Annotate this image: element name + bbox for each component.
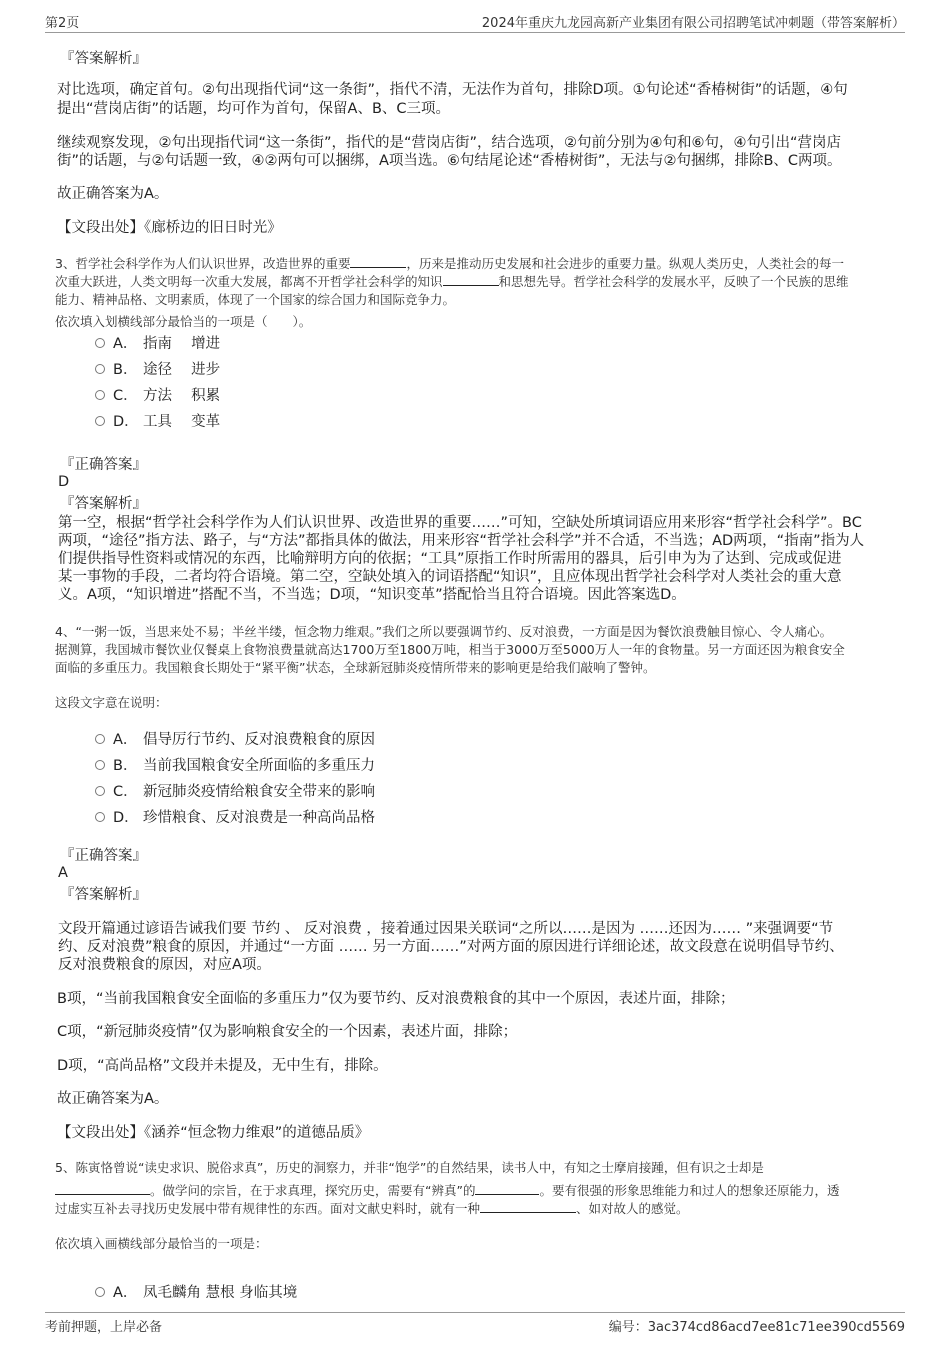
radio-icon[interactable] xyxy=(95,734,105,744)
q4-analysis-title: 『答案解析』 xyxy=(60,887,147,903)
option-key: B． xyxy=(113,362,138,378)
q3-stem-2b: 和思想先导。哲学社会科学的发展水平，反映了一个民族的思维 xyxy=(498,274,849,289)
q5-stem-3a: 过虚实互补去寻找历史发展中带有规律性的东西。面对文献史料时，就有一种 xyxy=(55,1201,481,1216)
q3-ask: 依次填入划横线部分最恰当的一项是（ ）。 xyxy=(55,314,312,329)
q3-stem-1b: ，历来是推动历史发展和社会进步的重要力量。纵观人类历史，人类社会的每一 xyxy=(406,256,844,271)
option-key: C． xyxy=(113,388,138,404)
q5-option-a[interactable] xyxy=(95,1283,297,1303)
q3-option-d[interactable] xyxy=(95,412,220,432)
q5-stem-2b: 。要有很强的形象思维能力和过人的想象还原能力，透 xyxy=(539,1183,840,1198)
q3-answer: D xyxy=(58,474,70,490)
q5-blank-1 xyxy=(55,1182,150,1195)
option-key: A． xyxy=(113,336,138,352)
q5-blank-3 xyxy=(480,1200,576,1213)
q3-answer-title: 『正确答案』 xyxy=(60,457,147,473)
q4-option-b[interactable] xyxy=(95,756,375,776)
q4-option-d[interactable] xyxy=(95,808,375,828)
q4-stem-line: 面临的多重压力。我国粮食长期处于“紧平衡”状态，全球新冠肺炎疫情所带来的影响更是给我们敲响了警钟。 xyxy=(55,660,656,675)
q4-answer-title: 『正确答案』 xyxy=(60,848,147,864)
q2-source: 【文段出处】《廊桥边的旧日时光》 xyxy=(57,220,282,236)
radio-icon[interactable] xyxy=(95,812,105,822)
q3-analysis-line: 义。A项，“知识增进”搭配不当，不当选；D项，“知识变革”搭配恰当且符合语境。因此答案选D。 xyxy=(58,587,686,603)
q3-option-c[interactable] xyxy=(95,386,220,406)
q3-option-a[interactable] xyxy=(95,334,220,354)
q2-analysis-p1a: 对比选项，确定首句。②句出现指代词“这一条街”，指代不清，无法作为首句，排除D项。①句论述“香椿树街”的话题，④句 xyxy=(57,82,848,98)
q4-ask: 这段文字意在说明： xyxy=(55,695,168,710)
radio-icon[interactable] xyxy=(95,760,105,770)
document-title: 2024年重庆九龙园高新产业集团有限公司招聘笔试冲刺题（带答案解析） xyxy=(481,16,905,31)
option-key: B． xyxy=(113,758,138,774)
q5-stem-2a: 。做学问的宗旨，在于求真理，探究历史，需要有“辨真”的 xyxy=(150,1183,476,1198)
q3-analysis-title: 『答案解析』 xyxy=(60,496,147,512)
q3-stem-2a: 次重大跃进，人类文明每一次重大发展，都离不开哲学社会科学的知识 xyxy=(55,274,443,289)
option-key: C． xyxy=(113,784,138,800)
q3-blank-1 xyxy=(350,255,406,268)
page-footer xyxy=(45,1312,905,1335)
q3-stem-line3: 能力、精神品格、文明素质，体现了一个国家的综合国力和国际竞争力。 xyxy=(55,292,456,307)
q4-answer: A xyxy=(58,865,68,881)
q5-blank-2 xyxy=(475,1182,539,1195)
q4-stem-line: 据测算，我国城市餐饮业仅餐桌上食物浪费量就高达1700万至1800万吨，相当于3000万至5000万人一年的食物量。另一方面还因为粮食安全 xyxy=(55,642,845,657)
page-number: 第2页 xyxy=(45,16,80,31)
q3-stem-line2 xyxy=(55,273,849,291)
document-code: 编号：3ac374cd86acd7ee81c71ee390cd5569 xyxy=(608,1320,905,1335)
option-key: D． xyxy=(113,810,139,826)
option-text: 方法 积累 xyxy=(143,388,221,404)
option-text: 途径 进步 xyxy=(143,362,221,378)
q3-option-b[interactable] xyxy=(95,360,220,380)
q2-analysis-p1b: 提出“营岗店街”的话题，均可作为首句，保留A、B、C三项。 xyxy=(57,101,451,117)
q4-conclusion: 故正确答案为A。 xyxy=(57,1091,169,1107)
q3-stem-line1 xyxy=(55,255,844,273)
q2-conclusion: 故正确答案为A。 xyxy=(57,186,169,202)
q3-blank-2 xyxy=(443,273,499,286)
q2-analysis-p2b: 街”的话题，与②句话题一致，④②两句可以捆绑，A项当选。⑥句结尾论述“香椿树街”，无法与②句捆绑，排除B、C两项。 xyxy=(57,153,842,169)
radio-icon[interactable] xyxy=(95,338,105,348)
option-text: 倡导厉行节约、反对浪费粮食的原因 xyxy=(143,732,375,748)
q2-analysis-p2a: 继续观察发现，②句出现指代词“这一条街”，指代的是“营岗店街”，结合选项，②句前分别为④句和⑥句，④句引出“营岗店 xyxy=(57,135,842,151)
page-header xyxy=(45,12,905,33)
q3-analysis-line: 某一事物的手段，二者均符合语境。第二空，空缺处填入的词语搭配“知识”，且应体现出哲学社会科学对人类社会的重大意 xyxy=(58,569,842,585)
q3-stem-1a: 3、哲学社会科学作为人们认识世界，改造世界的重要 xyxy=(55,256,351,271)
q5-stem-line1: 5、陈寅恪曾说“读史求识、脱俗求真”，历史的洞察力，并非“饱学”的自然结果，读书人中，有知之士摩肩接踵，但有识之士却是 xyxy=(55,1160,764,1175)
q4-analysis-line: 反对浪费粮食的原因，对应A项。 xyxy=(58,957,271,973)
option-text: 当前我国粮食安全所面临的多重压力 xyxy=(143,758,375,774)
q5-stem-line2 xyxy=(55,1182,839,1200)
radio-icon[interactable] xyxy=(95,786,105,796)
q4-analysis-b: B项，“当前我国粮食安全面临的多重压力”仅为要节约、反对浪费粮食的其中一个原因，表述片面，排除； xyxy=(57,991,735,1007)
q4-source: 【文段出处】《涵养“恒念物力维艰”的道德品质》 xyxy=(57,1125,370,1141)
q4-stem-line: 4、“一粥一饭，当思来处不易；半丝半缕，恒念物力维艰。”我们之所以要强调节约、反对浪费，一方面是因为餐饮浪费触目惊心、令人痛心。 xyxy=(55,624,833,639)
option-text: 珍惜粮食、反对浪费是一种高尚品格 xyxy=(143,810,375,826)
q4-analysis-line: 约、反对浪费”粮食的原因，并通过“一方面 …… 另一方面……”对两方面的原因进行详细论述，故文段意在说明倡导节约、 xyxy=(58,939,844,955)
radio-icon[interactable] xyxy=(95,416,105,426)
q5-stem-3b: 、如对故人的感觉。 xyxy=(576,1201,689,1216)
radio-icon[interactable] xyxy=(95,1287,105,1297)
q3-analysis-line: 第一空，根据“哲学社会科学作为人们认识世界、改造世界的重要……”可知，空缺处所填词语应用来形容“哲学社会科学”。BC xyxy=(58,515,862,531)
q3-analysis-line: 们提供指导性资料或情况的东西，比喻辩明方向的依据；“工具”原指工作时所需用的器具，后引申为为了达到、完成或促进 xyxy=(58,551,842,567)
option-key: D． xyxy=(113,414,139,430)
q4-analysis-c: C项，“新冠肺炎疫情”仅为影响粮食安全的一个因素，表述片面，排除； xyxy=(57,1024,518,1040)
q5-stem-line3 xyxy=(55,1200,689,1218)
option-text: 凤毛麟角 慧根 身临其境 xyxy=(143,1285,298,1301)
q3-analysis-line: 两项，“途径”指方法、路子，与“方法”都指具体的做法，用来形容“哲学社会科学”并不合适，不当选；AD两项，“指南”指为人 xyxy=(58,533,865,549)
option-text: 新冠肺炎疫情给粮食安全带来的影响 xyxy=(143,784,375,800)
q4-analysis-line: 文段开篇通过谚语告诫我们要 节约 、 反对浪费 ，接着通过因果关联词“之所以……是因为 ……还因为…… ”来强调要“节 xyxy=(58,921,834,937)
radio-icon[interactable] xyxy=(95,390,105,400)
option-text: 工具 变革 xyxy=(143,414,221,430)
q4-analysis-d: D项，“高尚品格”文段并未提及，无中生有，排除。 xyxy=(57,1058,388,1074)
q5-ask: 依次填入画横线部分最恰当的一项是： xyxy=(55,1236,268,1251)
footer-slogan: 考前押题，上岸必备 xyxy=(45,1320,163,1335)
q4-option-a[interactable] xyxy=(95,730,375,750)
option-text: 指南 增进 xyxy=(143,336,221,352)
q4-option-c[interactable] xyxy=(95,782,375,802)
q2-analysis-title: 『答案解析』 xyxy=(60,51,147,67)
radio-icon[interactable] xyxy=(95,364,105,374)
option-key: A． xyxy=(113,732,138,748)
option-key: A． xyxy=(113,1285,138,1301)
